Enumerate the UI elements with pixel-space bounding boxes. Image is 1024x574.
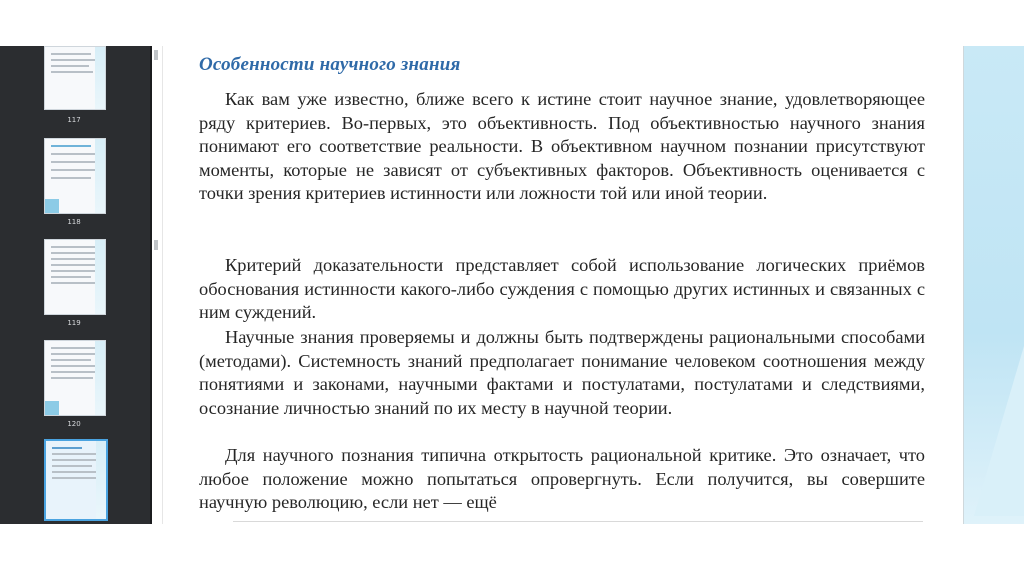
document-page [162,46,964,524]
paragraph [199,254,925,325]
scrollbar-marker[interactable] [154,50,158,60]
paragraph [199,88,925,206]
paragraph-text: Критерий доказательности представляет собой использование логических приёмов обоснования истинности какого-либо суждения с помощью других истинных и связанных с ним суждений. [199,255,925,322]
section-heading: Особенности научного знания [199,54,461,75]
page-thumbnail-selected[interactable] [44,439,108,521]
page-thumbnail[interactable] [44,138,106,214]
paragraph-text: Научные знания проверяемы и должны быть подтверждены рациональными способами (методами). Системность знаний предполагает понимание человеком соотношения между понятиями и законами, научными фактами и постулатами, постулатами и следствиями, осознание личностью знаний по их месту в научной теории. [199,327,925,418]
thumbnail-sidebar[interactable] [0,46,152,524]
paragraph [199,444,925,515]
thumbnail-page-number: 118 [67,218,81,226]
thumbnail-page-number: 119 [67,319,81,327]
page-side-decoration [964,46,1024,524]
page-thumbnail[interactable] [44,340,106,416]
thumbnail-page-number: 120 [67,420,81,428]
scrollbar-marker[interactable] [154,240,158,250]
page-thumbnail[interactable] [44,239,106,315]
thumbnail-page-number: 117 [67,116,81,124]
paragraph [199,326,925,420]
document-viewer [0,46,1024,524]
paragraph-text: Для научного познания типична открытость рациональной критике. Это означает, что любое положение можно попытаться опровергнуть. Если получится, вы совершите научную революцию, если нет — ещё [199,445,925,512]
page-thumbnail[interactable] [44,46,106,110]
page-bottom-rule [233,521,923,522]
paragraph-text: Как вам уже известно, ближе всего к истине стоит научное знание, удовлетворяющее ряду критериев. Во-первых, это объективность. Под объективностью научного знания понимают его соответствие реальности. В объективном научном познании присутствуют моменты, которые не зависят от субъективных факторов. Объективность оценивается с точки зрения критериев истинности или ложности той или иной теории. [199,89,925,203]
